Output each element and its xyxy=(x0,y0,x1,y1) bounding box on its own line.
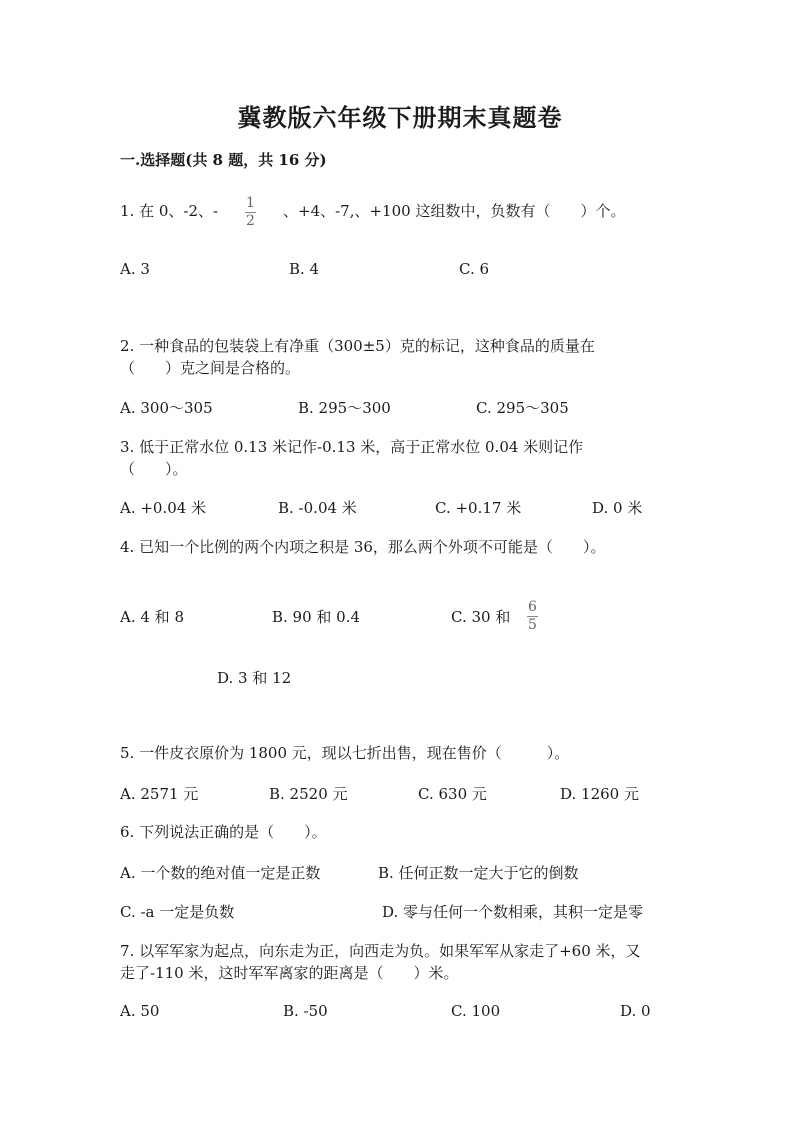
option-b[interactable]: B. 90 和 0.4 xyxy=(272,608,361,626)
option-d[interactable]: D. 1260 元 xyxy=(560,785,639,803)
option-a[interactable]: A. 50 xyxy=(120,1002,160,1020)
question-text: （ ）。 xyxy=(120,460,188,478)
option-a[interactable]: A. 2571 元 xyxy=(120,785,199,803)
option-a[interactable]: A. 一个数的绝对值一定是正数 xyxy=(120,864,321,882)
option-a[interactable]: A. 3 xyxy=(120,260,150,278)
question-text: 2. 一种食品的包装袋上有净重（300±5）克的标记，这种食品的质量在 xyxy=(120,337,595,355)
question-text: 6. 下列说法正确的是（ ）。 xyxy=(120,823,327,841)
page-title: 冀教版六年级下册期末真题卷 xyxy=(237,103,563,132)
question-text: 4. 已知一个比例的两个内项之积是 36，那么两个外项不可能是（ ）。 xyxy=(120,538,606,556)
option-a[interactable]: A. 300～305 xyxy=(120,399,213,417)
question-text: 3. 低于正常水位 0.13 米记作-0.13 米，高于正常水位 0.04 米则记作 xyxy=(120,438,584,456)
option-d[interactable]: D. 0 xyxy=(620,1002,651,1020)
option-b[interactable]: B. 2520 元 xyxy=(269,785,348,803)
fraction-six-fifths xyxy=(527,600,538,633)
option-a[interactable]: A. 4 和 8 xyxy=(120,608,184,626)
option-c[interactable]: C. -a 一定是负数 xyxy=(120,903,235,921)
option-b[interactable]: B. 295～300 xyxy=(298,399,391,417)
option-b[interactable]: B. 4 xyxy=(289,260,320,278)
fraction-numerator: 6 xyxy=(528,599,537,615)
question-text: 走了-110 米，这时军军离家的距离是（ ）米。 xyxy=(120,964,459,982)
question-text: （ ）克之间是合格的。 xyxy=(120,359,301,377)
question-text: 5. 一件皮衣原价为 1800 元，现以七折出售，现在售价（ ）。 xyxy=(120,744,570,762)
section-heading: 一.选择题(共 8 题，共 16 分) xyxy=(120,151,327,169)
option-c[interactable]: C. +0.17 米 xyxy=(435,499,522,517)
option-c[interactable]: C. 30 和 xyxy=(451,608,511,626)
option-b[interactable]: B. -0.04 米 xyxy=(278,499,357,517)
option-b[interactable]: B. 任何正数一定大于它的倒数 xyxy=(378,864,579,882)
question-text: 1. 在 0、-2、- xyxy=(120,202,219,220)
option-d[interactable]: D. 3 和 12 xyxy=(217,669,292,687)
question-text: 7. 以军军家为起点，向东走为正，向西走为负。如果军军从家走了+60 米，又 xyxy=(120,942,641,960)
fraction-numerator: 1 xyxy=(246,195,255,211)
option-a[interactable]: A. +0.04 米 xyxy=(120,499,207,517)
question-text: 、+4、-7,、+100 这组数中，负数有（ ）个。 xyxy=(283,202,626,220)
option-d[interactable]: D. 0 米 xyxy=(592,499,643,517)
fraction-denominator: 5 xyxy=(528,617,537,633)
option-b[interactable]: B. -50 xyxy=(283,1002,328,1020)
option-c[interactable]: C. 6 xyxy=(459,260,490,278)
fraction-denominator: 2 xyxy=(246,213,255,229)
option-c[interactable]: C. 630 元 xyxy=(418,785,487,803)
option-d[interactable]: D. 零与任何一个数相乘，其积一定是零 xyxy=(382,903,644,921)
option-c[interactable]: C. 295～305 xyxy=(476,399,569,417)
fraction-one-half xyxy=(245,196,256,229)
option-c[interactable]: C. 100 xyxy=(451,1002,501,1020)
